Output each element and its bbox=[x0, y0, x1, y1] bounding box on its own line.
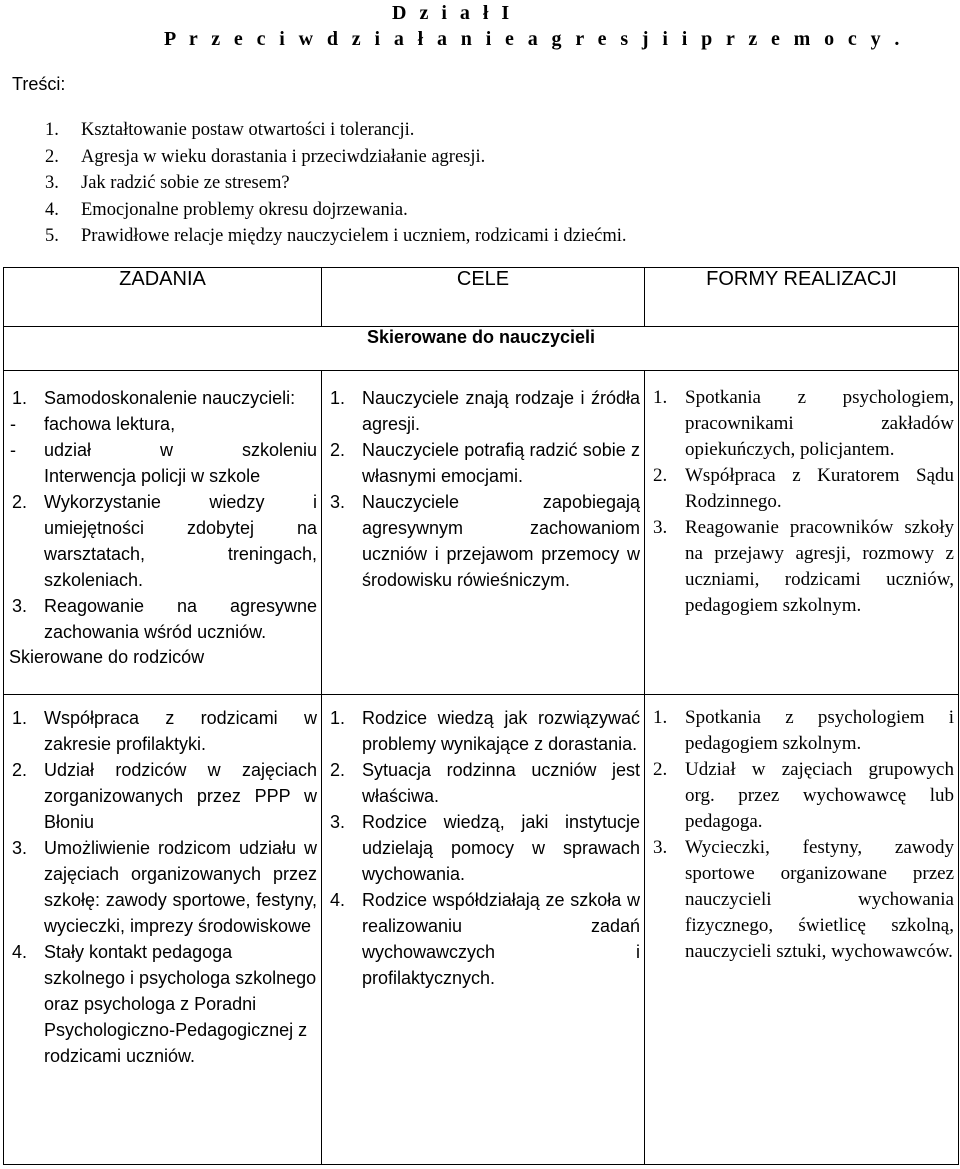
list-item: 4. Stały kontakt pedagoga szkolnego i psychologa szkolnego oraz psychologa z Poradni Psychologiczno-Pedagogicznej z rodzicami uczniów. bbox=[12, 942, 317, 1066]
parents-zadania-cell bbox=[4, 695, 322, 1165]
teachers-cele-cell bbox=[322, 371, 645, 695]
list-item: 2. Wykorzystanie wiedzy i umiejętności zdobytej na warsztatach, treningach, szkoleniach. bbox=[12, 492, 317, 590]
parents-cele-cell bbox=[322, 695, 645, 1165]
list-item-continuation: Interwencja policji w szkole bbox=[44, 466, 261, 486]
list-item: 1. Rodzice wiedzą jak rozwiązywać problemy wynikające z dorastania. bbox=[330, 708, 640, 754]
table-row-teachers bbox=[4, 371, 959, 695]
contents-item: 5. Prawidłowe relacje między nauczycielem i uczniem, rodzicami i dziećmi. bbox=[45, 226, 627, 246]
list-item: 3. Wycieczki, festyny, zawody sportowe organizowane przez nauczycieli wychowania fizycznego, świetlicę szkolną, nauczycieli sztuki, wychowawców. bbox=[653, 837, 954, 962]
table-row-parents bbox=[4, 695, 959, 1165]
contents-item: 2. Agresja w wieku dorastania i przeciwdziałanie agresji. bbox=[45, 146, 486, 167]
contents-list bbox=[45, 117, 627, 250]
header-cele: CELE bbox=[322, 268, 645, 327]
teachers-formy-cell bbox=[645, 371, 959, 695]
list-item: 1. Spotkania z psychologiem, pracownikami zakładów opiekuńczych, policjantem. bbox=[653, 387, 954, 460]
list-item: - udział w szkoleniu bbox=[10, 440, 317, 460]
list-item: 2. Sytuacja rodzinna uczniów jest właściwa. bbox=[330, 760, 640, 806]
list-item: 2. Współpraca z Kuratorem Sądu Rodzinnego. bbox=[653, 465, 954, 512]
contents-label: Treści: bbox=[12, 74, 66, 94]
list-item: 1. Nauczyciele znają rodzaje i źródła agresji. bbox=[330, 388, 640, 434]
list-item: 1. Samodoskonalenie nauczycieli: bbox=[12, 388, 296, 408]
list-item: 3. Reagowanie pracowników szkoły na przejawy agresji, rozmowy z uczniami, rodzicami uczniów, pedagogiem szkolnym. bbox=[653, 517, 954, 616]
list-item: 2. Udział rodziców w zajęciach zorganizowanych przez PPP w Błoniu bbox=[12, 760, 317, 832]
list-item: 2. Nauczyciele potrafią radzić sobie z własnymi emocjami. bbox=[330, 440, 640, 486]
table-header-row bbox=[4, 268, 959, 327]
list-item: 3. Nauczyciele zapobiegają agresywnym zachowaniom uczniów i przejawom przemocy w środowisku rówieśniczym. bbox=[330, 492, 640, 590]
list-item: 3. Rodzice wiedzą, jaki instytucje udzielają pomocy w sprawach wychowania. bbox=[330, 812, 640, 884]
list-item: 3. Umożliwienie rodzicom udziału w zajęciach organizowanych przez szkołę: zawody sportowe, festyny, wycieczki, imprezy środowiskowe bbox=[12, 838, 317, 936]
list-item: 1. Spotkania z psychologiem i pedagogiem szkolnym. bbox=[653, 707, 954, 754]
list-item: 2. Udział w zajęciach grupowych org. przez wychowawcę lub pedagoga. bbox=[653, 759, 954, 832]
contents-item: 1. Kształtowanie postaw otwartości i tolerancji. bbox=[45, 120, 415, 140]
document-title: P r z e c i w d z i a ł a n i e a g r e s j i i p r z e m o c y . bbox=[164, 28, 904, 50]
list-item: 1. Współpraca z rodzicami w zakresie profilaktyki. bbox=[12, 708, 317, 754]
list-item: 3. Reagowanie na agresywne zachowania wśród uczniów. bbox=[12, 596, 317, 642]
header-zadania: ZADANIA bbox=[4, 268, 322, 327]
contents-item: 4. Emocjonalne problemy okresu dojrzewania. bbox=[45, 199, 408, 220]
list-item: 4. Rodzice współdziałają ze szkoła w realizowaniu zadań wychowawczych i profilaktycznych. bbox=[330, 890, 640, 988]
section-row-teachers bbox=[4, 327, 959, 371]
section-label-teachers: Skierowane do nauczycieli bbox=[4, 327, 959, 371]
section-heading: D z i a ł I bbox=[392, 2, 514, 24]
teachers-zadania-cell bbox=[4, 371, 322, 695]
contents-item: 3. Jak radzić sobie ze stresem? bbox=[45, 173, 290, 193]
list-item: - fachowa lektura, bbox=[10, 414, 176, 434]
header-formy: FORMY REALIZACJI bbox=[645, 268, 959, 327]
parents-formy-cell bbox=[645, 695, 959, 1165]
tasks-table bbox=[3, 267, 959, 1165]
section-label-parents: Skierowane do rodziców bbox=[9, 647, 205, 667]
